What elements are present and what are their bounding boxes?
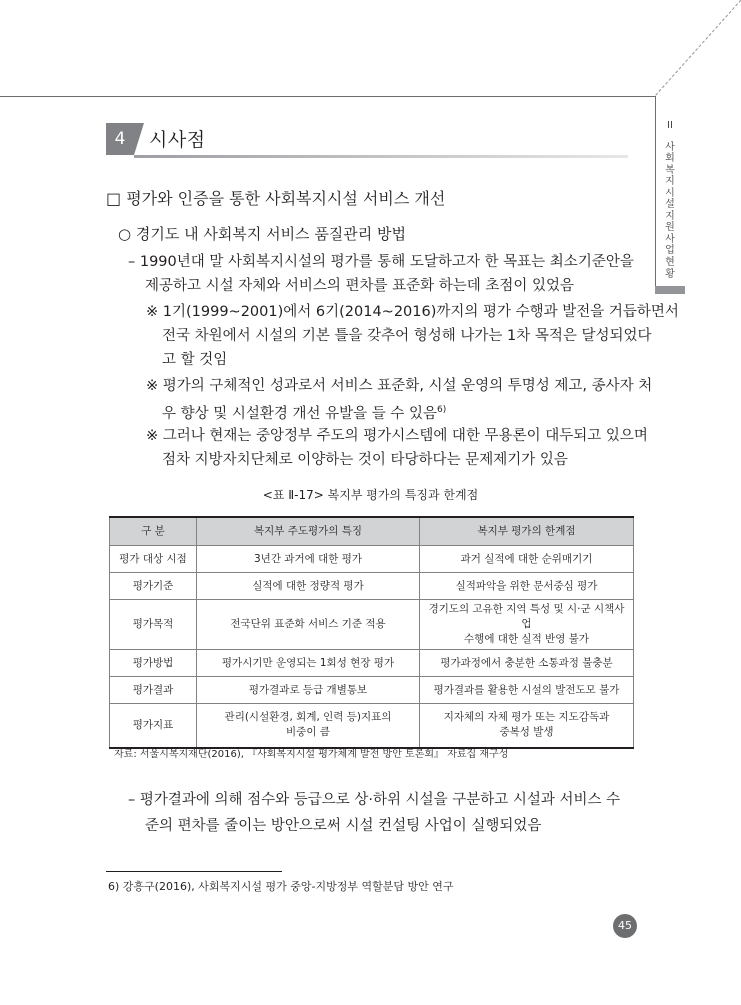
row-feature: 3년간 과거에 대한 평가 [197, 546, 420, 573]
side-char: 사 [665, 141, 675, 153]
row-feature: 실적에 대한 정량적 평가 [197, 573, 420, 600]
heading-level1: □ 평가와 인증을 통한 사회복지시설 서비스 개선 [106, 189, 446, 208]
table-row [110, 546, 634, 573]
note2-line2 [162, 400, 446, 424]
row-label: 평가목적 [110, 600, 197, 650]
side-tab-marker [655, 286, 685, 294]
chapter-side-tab [663, 120, 677, 280]
para1-line2: 제공하고 시설 자체와 서비스의 편차를 표준화 하는데 초점이 있었음 [145, 278, 575, 294]
row-label: 평가지표 [110, 704, 197, 748]
side-char: 업 [665, 245, 675, 257]
row-limit-line1: 지자체의 자체 평가 또는 지도감독과 [443, 711, 610, 724]
side-char: 지 [665, 176, 675, 187]
row-limit-line2: 중복성 발생 [499, 726, 554, 739]
side-char: 설 [665, 199, 675, 210]
note1-line3: 고 할 것임 [162, 352, 228, 368]
header-feature: 복지부 주도평가의 특징 [197, 517, 420, 546]
heading-level2: ○ 경기도 내 사회복지 서비스 품질관리 방법 [118, 225, 407, 243]
table-caption: <표 Ⅱ-17> 복지부 평가의 특징과 한계점 [262, 488, 479, 502]
table-header-row [110, 517, 634, 546]
corner-decoration [650, 0, 741, 100]
header-rule [0, 96, 655, 97]
footnote-ref[interactable]: 6) [437, 405, 447, 415]
note3-line2: 점차 지방자치단체로 이양하는 것이 타당하다는 문제제기가 있음 [162, 452, 568, 468]
row-feature: 평가결과로 등급 개별통보 [197, 677, 420, 704]
side-char: 시 [665, 187, 675, 199]
note1-line1: ※ 1기(1999~2001)에서 6기(2014~2016)까지의 평가 수행과 발전을 거듭하면서 [146, 304, 679, 320]
row-limit-line2: 수행에 대한 실적 반영 불가 [464, 633, 589, 645]
page-number: 45 [613, 914, 637, 938]
table-row [110, 704, 634, 748]
row-limit: 평가과정에서 충분한 소통과정 불충분 [420, 650, 634, 677]
table-row [110, 573, 634, 600]
row-feature-line2: 비중이 큼 [286, 726, 330, 739]
section-title: 시사점 [149, 129, 206, 151]
section-heading [106, 123, 628, 157]
row-limit [420, 704, 634, 748]
section-underline [134, 155, 628, 158]
para2-line2: 준의 편차를 줄이는 방안으로써 시설 컨설팅 사업이 실행되었음 [145, 818, 542, 834]
header-category: 구 분 [110, 517, 197, 546]
row-limit [420, 600, 634, 650]
row-feature [197, 704, 420, 748]
side-char: 복 [665, 164, 675, 176]
row-label: 평가 대상 시점 [110, 546, 197, 573]
footnote: 6) 강흥구(2016), 사회복지시설 평가 중앙-지방정부 역할분담 방안 연구 [108, 880, 454, 893]
side-char: 회 [665, 153, 675, 164]
header-limit: 복지부 평가의 한계점 [420, 517, 634, 546]
row-limit: 실적파악을 위한 문서중심 평가 [420, 573, 634, 600]
side-char: 원 [665, 222, 675, 234]
para1-line1: – 1990년대 말 사회복지시설의 평가를 통해 도달하고자 한 목표는 최소기준안을 [128, 254, 634, 270]
table-row [110, 650, 634, 677]
row-label: 평가결과 [110, 677, 197, 704]
table-source: 자료: 서울시복지재단(2016), 『사회복지시설 평가체계 발전 방안 토론회』 자료집 재구성 [114, 749, 509, 760]
side-char: 사 [665, 233, 675, 245]
row-limit: 평가결과를 활용한 시설의 발전도모 불가 [420, 677, 634, 704]
para2-line1: – 평가결과에 의해 점수와 등급으로 상·하위 시설을 구분하고 시설과 서비스 수 [128, 792, 621, 808]
chapter-roman: II [667, 120, 673, 131]
side-char: 현 [665, 257, 675, 268]
row-limit-line1: 경기도의 고유한 지역 특성 및 시·군 시책사업 [428, 603, 625, 630]
footnote-rule [106, 871, 282, 872]
section-number-wedge [134, 123, 144, 155]
side-char: 지 [665, 210, 675, 222]
note2-line1: ※ 평가의 구체적인 성과로서 서비스 표준화, 시설 운영의 투명성 제고, 종사자 처 [146, 378, 653, 394]
section-number: 4 [106, 123, 134, 155]
note1-line2: 전국 차원에서 시설의 기본 틀을 갖추어 형성해 나가는 1차 목적은 달성되었다 [162, 328, 652, 344]
table-row [110, 600, 634, 650]
row-label: 평가기준 [110, 573, 197, 600]
row-feature: 평가시기만 운영되는 1회성 현장 평가 [197, 650, 420, 677]
note3-line1: ※ 그러나 현재는 중앙정부 주도의 평가시스템에 대한 무용론이 대두되고 있으며 [146, 428, 648, 444]
row-feature: 전국단위 표준화 서비스 기준 적용 [197, 600, 420, 650]
row-feature-line1: 관리(시설환경, 회계, 인력 등)지표의 [224, 711, 392, 724]
table-row [110, 677, 634, 704]
row-label: 평가방법 [110, 650, 197, 677]
side-rule [655, 96, 656, 294]
note2-text: 우 향상 및 시설환경 개선 유발을 들 수 있음 [162, 405, 437, 422]
side-char: 황 [665, 268, 675, 280]
evaluation-table [109, 516, 634, 749]
row-limit: 과거 실적에 대한 순위매기기 [420, 546, 634, 573]
